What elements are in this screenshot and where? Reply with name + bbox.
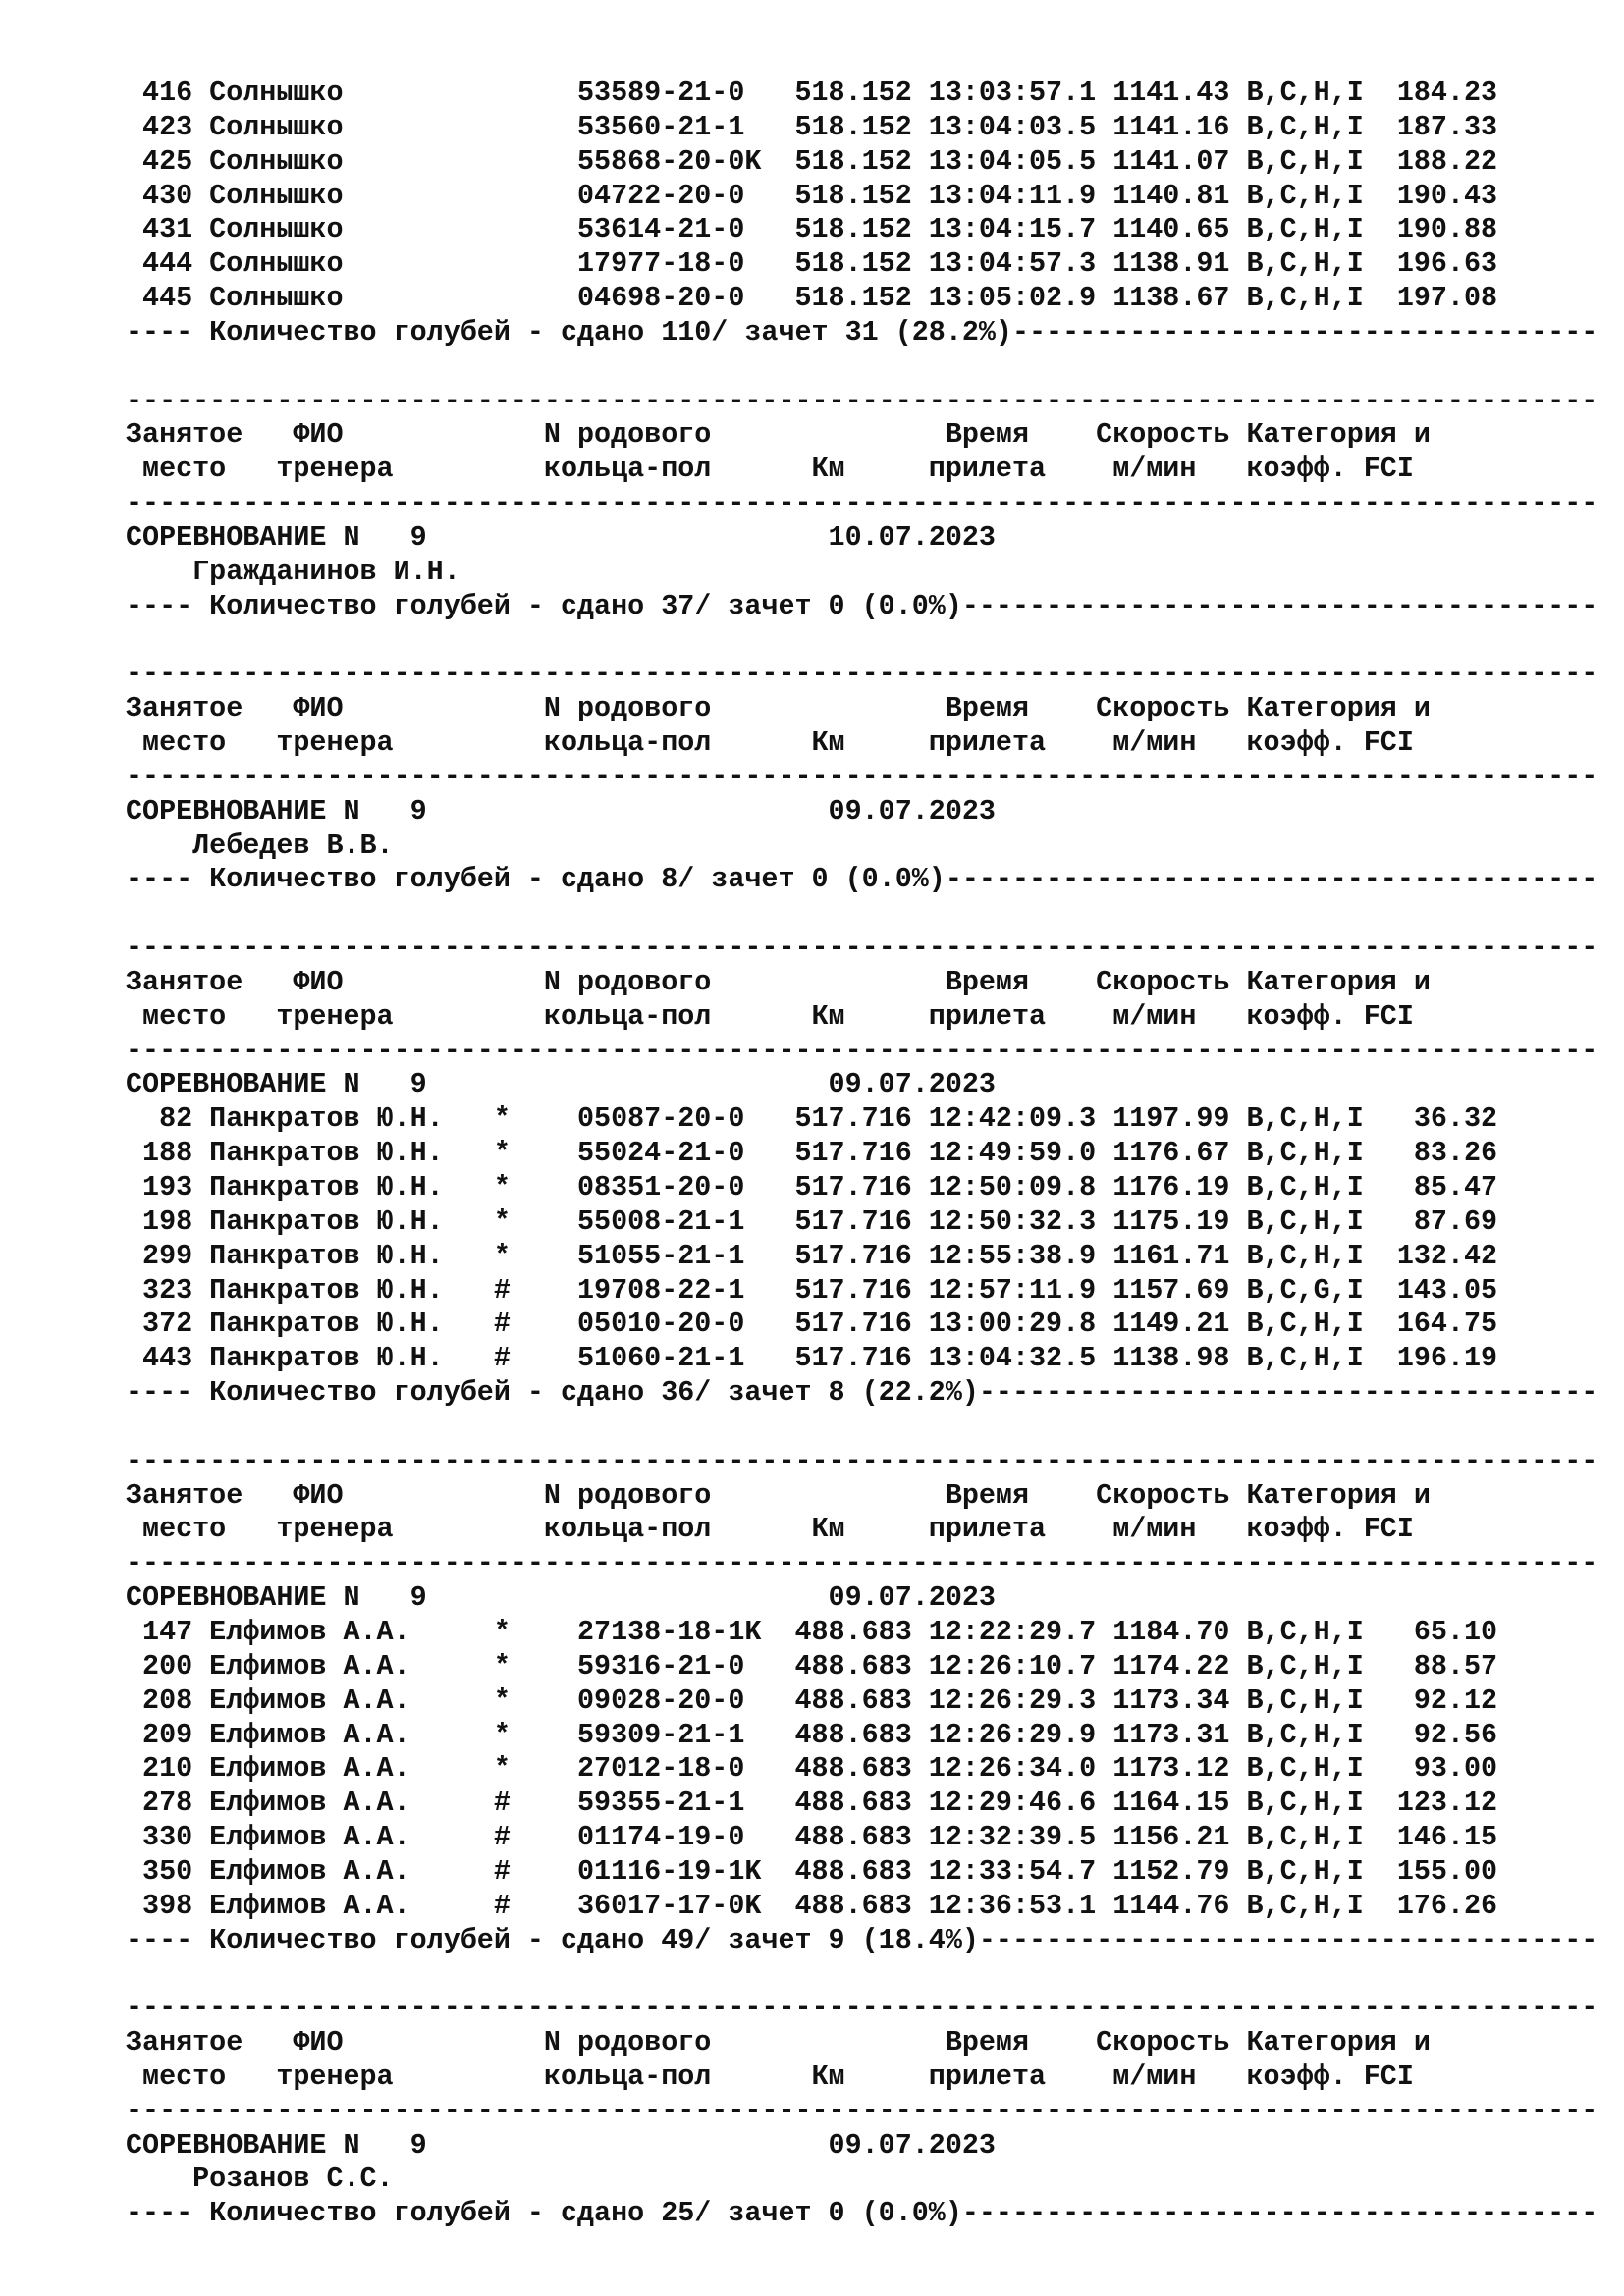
result-row: 209 Елфимов А.А. * 59309-21-1 488.683 12:26:29.9 1173.31 B,C,H,I 92.56 [126,1718,1498,1751]
column-header-line-1: Занятое ФИО N родового Время Скорость Категория и [126,418,1431,452]
result-row: 323 Панкратов Ю.Н. # 19708-22-1 517.716 12:57:11.9 1157.69 B,C,G,I 143.05 [126,1273,1498,1307]
column-header-line-1: Занятое ФИО N родового Время Скорость Категория и [126,692,1431,725]
summary-line: ---- Количество голубей - сдано 37/ зачет 0 (0.0%)-------------------------------------- [126,589,1598,622]
summary-line: ---- Количество голубей - сдано 8/ зачет 0 (0.0%)--------------------------------------- [126,863,1598,896]
result-row: 330 Елфимов А.А. # 01174-19-0 488.683 12:32:39.5 1156.21 B,C,H,I 146.15 [126,1821,1498,1854]
trainer-name: Лебедев В.В. [126,828,394,862]
result-row: 430 Солнышко 04722-20-0 518.152 13:04:11.9 1140.81 B,C,H,I 190.43 [126,179,1498,212]
result-row: 443 Панкратов Ю.Н. # 51060-21-1 517.716 13:04:32.5 1138.98 B,C,H,I 196.19 [126,1342,1498,1375]
result-row: 299 Панкратов Ю.Н. * 51055-21-1 517.716 12:55:38.9 1161.71 B,C,H,I 132.42 [126,1239,1498,1272]
separator-line: ---------------------------------------------------------------------------------------- [126,487,1598,520]
result-row: 147 Елфимов А.А. * 27138-18-1K 488.683 12:22:29.7 1184.70 B,C,H,I 65.10 [126,1615,1498,1648]
summary-line: ---- Количество голубей - сдано 49/ зачет 9 (18.4%)------------------------------------- [126,1923,1598,1956]
trainer-name: Розанов С.С. [126,2163,394,2196]
competition-block [126,1445,1608,1993]
result-row: 208 Елфимов А.А. * 09028-20-0 488.683 12:26:29.3 1173.34 B,C,H,I 92.12 [126,1683,1498,1717]
result-row: 444 Солнышко 17977-18-0 518.152 13:04:57.3 1138.91 B,C,H,I 196.63 [126,247,1498,281]
spacer [126,350,1608,385]
column-header-line-1: Занятое ФИО N родового Время Скорость Категория и [126,1478,1431,1512]
result-row: 416 Солнышко 53589-21-0 518.152 13:03:57.1 1141.43 B,C,H,I 184.23 [126,77,1498,109]
column-header-line-2: место тренера кольца-пол Км прилета м/мин коэфф. FCI [126,2059,1414,2093]
separator-line: ---------------------------------------------------------------------------------------- [126,760,1598,793]
separator-line: ---------------------------------------------------------------------------------------- [126,1034,1598,1067]
summary-line: ---- Количество голубей - сдано 36/ зачет 8 (22.2%)------------------------------------- [126,1376,1598,1410]
trainer-name: Гражданинов И.Н. [126,555,460,588]
results-report [126,77,1608,2231]
result-row: 200 Елфимов А.А. * 59316-21-0 488.683 12:26:10.7 1174.22 B,C,H,I 88.57 [126,1649,1498,1682]
result-row: 398 Елфимов А.А. # 36017-17-0K 488.683 12:36:53.1 1144.76 B,C,H,I 176.26 [126,1889,1498,1922]
separator-line: ---------------------------------------------------------------------------------------- [126,384,1598,417]
result-row: 350 Елфимов А.А. # 01116-19-1K 488.683 12:33:54.7 1152.79 B,C,H,I 155.00 [126,1854,1498,1888]
competition-title: СОРЕВНОВАНИЕ N 9 09.07.2023 [126,2128,996,2162]
spacer [126,1957,1608,1992]
separator-line: ---------------------------------------------------------------------------------------- [126,1444,1598,1477]
column-header-line-2: место тренера кольца-пол Км прилета м/мин коэфф. FCI [126,453,1414,486]
summary-line: ---- Количество голубей - сдано 25/ зачет 0 (0.0%)-------------------------------------- [126,2197,1598,2230]
competition-title: СОРЕВНОВАНИЕ N 9 10.07.2023 [126,520,996,554]
result-row: 425 Солнышко 55868-20-0K 518.152 13:04:05.5 1141.07 B,C,H,I 188.22 [126,144,1498,178]
competition-block [126,77,1608,385]
column-header-line-2: место тренера кольца-пол Км прилета м/мин коэфф. FCI [126,726,1414,760]
summary-line: ---- Количество голубей - сдано 110/ зачет 31 (28.2%)----------------------------------- [126,315,1598,348]
result-row: 210 Елфимов А.А. * 27012-18-0 488.683 12:26:34.0 1173.12 B,C,H,I 93.00 [126,1752,1498,1786]
spacer [126,624,1608,659]
result-row: 423 Солнышко 53560-21-1 518.152 13:04:03.5 1141.16 B,C,H,I 187.33 [126,110,1498,143]
result-row: 193 Панкратов Ю.Н. * 08351-20-0 517.716 12:50:09.8 1176.19 B,C,H,I 85.47 [126,1171,1498,1203]
competition-block [126,932,1608,1445]
competition-title: СОРЕВНОВАНИЕ N 9 09.07.2023 [126,1581,996,1615]
separator-line: ---------------------------------------------------------------------------------------- [126,658,1598,691]
spacer [126,1411,1608,1445]
separator-line: ---------------------------------------------------------------------------------------- [126,2094,1598,2127]
column-header-line-1: Занятое ФИО N родового Время Скорость Категория и [126,2026,1431,2059]
competition-title: СОРЕВНОВАНИЕ N 9 09.07.2023 [126,1068,996,1101]
result-row: 198 Панкратов Ю.Н. * 55008-21-1 517.716 12:50:32.3 1175.19 B,C,H,I 87.69 [126,1204,1498,1238]
result-row: 431 Солнышко 53614-21-0 518.152 13:04:15.7 1140.65 B,C,H,I 190.88 [126,213,1498,246]
result-row: 82 Панкратов Ю.Н. * 05087-20-0 517.716 12:42:09.3 1197.99 B,C,H,I 36.32 [126,1102,1498,1136]
competition-block [126,385,1608,659]
competition-title: СОРЕВНОВАНИЕ N 9 09.07.2023 [126,794,996,828]
competition-block [126,1992,1608,2231]
result-row: 188 Панкратов Ю.Н. * 55024-21-0 517.716 12:49:59.0 1176.67 B,C,H,I 83.26 [126,1137,1498,1170]
result-row: 372 Панкратов Ю.Н. # 05010-20-0 517.716 13:00:29.8 1149.21 B,C,H,I 164.75 [126,1308,1498,1341]
result-row: 445 Солнышко 04698-20-0 518.152 13:05:02.9 1138.67 B,C,H,I 197.08 [126,282,1498,315]
column-header-line-2: место тренера кольца-пол Км прилета м/мин коэфф. FCI [126,999,1414,1033]
column-header-line-2: место тренера кольца-пол Км прилета м/мин коэфф. FCI [126,1513,1414,1546]
separator-line: ---------------------------------------------------------------------------------------- [126,1992,1598,2025]
column-header-line-1: Занятое ФИО N родового Время Скорость Категория и [126,965,1431,998]
competition-block [126,658,1608,932]
spacer [126,897,1608,932]
separator-line: ---------------------------------------------------------------------------------------- [126,932,1598,965]
separator-line: ---------------------------------------------------------------------------------------- [126,1547,1598,1580]
result-row: 278 Елфимов А.А. # 59355-21-1 488.683 12:29:46.6 1164.15 B,C,H,I 123.12 [126,1787,1498,1820]
